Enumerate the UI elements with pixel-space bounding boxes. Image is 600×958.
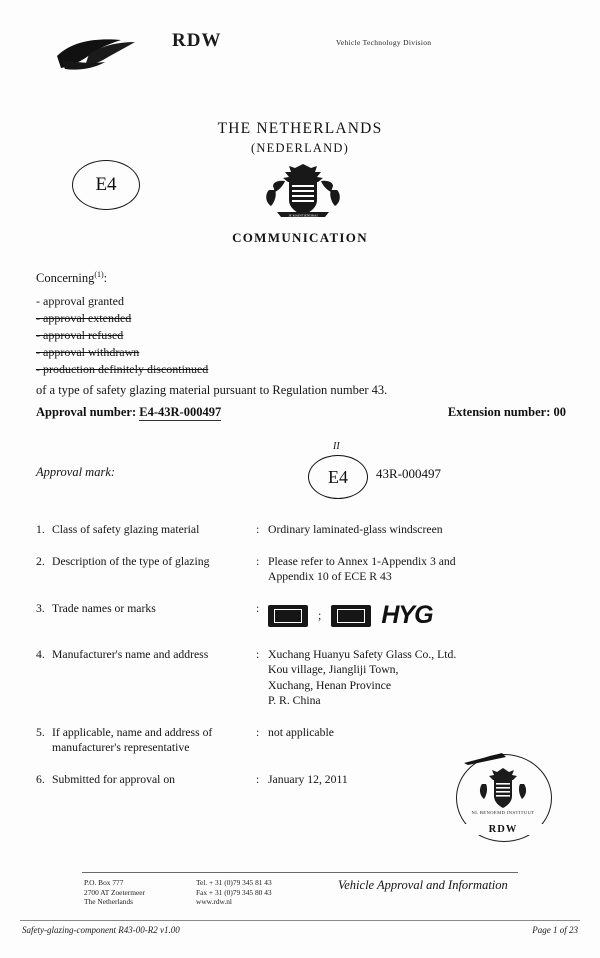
footer-contact (196, 878, 356, 907)
trade-mark-graphics (268, 601, 570, 631)
approval-mark-number: 43R-000497 (376, 466, 441, 481)
row-value-line: Xuchang Huanyu Safety Glass Co., Ltd. (268, 647, 457, 661)
row-label: Submitted for approval on (52, 772, 176, 786)
detail-row-2 (0, 554, 600, 585)
row-value-line: Kou village, Jiangliji Town, (268, 663, 399, 676)
row-colon: : (256, 554, 260, 568)
row-label: Trade names or marks (52, 601, 156, 615)
option-approval-extended: - approval extended (36, 311, 132, 325)
row-value-trade-marks (268, 601, 600, 631)
footer-tagline: Vehicle Approval and Information (338, 878, 508, 892)
svg-text:JE MAINTIENDRAI: JE MAINTIENDRAI (288, 213, 318, 218)
row-number: 2. (36, 554, 45, 568)
row-label: Manufacturer's name and address (52, 647, 209, 661)
country-title: THE NETHERLANDS (217, 120, 383, 137)
concerning-label: Concerning$^{(1)}$: (36, 270, 108, 286)
stamp-slash-icon (462, 752, 508, 766)
option-approval-withdrawn: - approval withdrawn (36, 345, 140, 359)
row-value-line: Ordinary laminated-glass windscreen (268, 523, 443, 536)
approval-number-value: E4-43R-000497 (139, 405, 222, 419)
row-number: 4. (36, 647, 45, 661)
trade-mark-hyg-wordmark: HYG (381, 600, 433, 629)
row-colon: : (256, 523, 260, 536)
row-number: 1. (36, 523, 45, 536)
option-approval-refused: - approval refused (36, 328, 124, 342)
option-production-discontinued: - production definitely discontinued (36, 362, 209, 376)
row-label: Class of safety glazing material (52, 523, 200, 536)
footer-address (84, 878, 196, 907)
footer-address-line: The Netherlands (84, 897, 134, 907)
row-colon: : (256, 725, 260, 739)
stamp-arms-icon (474, 766, 532, 814)
row-value-line: Appendix 10 of ECE R 43 (268, 570, 392, 583)
option-approval-granted: - approval granted (36, 294, 124, 308)
row-number: 6. (36, 772, 45, 786)
stamp-rdw-text: RDW (456, 824, 550, 835)
rdw-bird-logo-icon (55, 38, 145, 72)
row-number: 3. (36, 601, 45, 615)
footer-contact-line: Tel. + 31 (0)79 345 81 43 (196, 878, 272, 887)
footer-website[interactable]: www.rdw.nl (196, 897, 232, 907)
document-header (0, 0, 600, 80)
division-label: Vehicle Technology Division (336, 38, 432, 47)
approval-mark-roman: II (333, 441, 340, 452)
pursuant-text: of a type of safety glazing material pursuant to Regulation number 43. (36, 383, 388, 397)
netherlands-coat-of-arms-icon (255, 160, 351, 222)
row-label-line: If applicable, name and address of (52, 725, 213, 739)
approval-mark-circle: E4 (308, 455, 368, 499)
trade-mark-separator: ; (318, 607, 322, 622)
row-colon: : (256, 601, 260, 615)
country-title-native: (NEDERLAND) (251, 141, 349, 155)
stamp-inner-text: NL BENOEMD INSTITUUT (471, 810, 535, 815)
footer-contact-line: Fax + 31 (0)79 345 80 43 (196, 887, 272, 897)
extension-number (448, 405, 566, 420)
row-label (52, 725, 256, 756)
row-label-line: manufacturer's representative (52, 741, 190, 754)
concerning-options (36, 293, 208, 378)
e-mark-circle: E4 (72, 160, 140, 210)
rdw-approval-stamp (456, 748, 552, 848)
detail-row-4 (0, 647, 600, 709)
row-value (268, 647, 600, 709)
approval-number-label: Approval number: (36, 405, 137, 419)
detail-row-3 (0, 601, 600, 631)
approval-number (36, 405, 221, 420)
footer-address-line: P.O. Box 777 (84, 878, 124, 887)
trade-mark-logo-1-icon (268, 605, 308, 627)
row-value (268, 554, 600, 585)
row-value-line: Please refer to Annex 1-Appendix 3 and (268, 554, 456, 568)
row-value-line: P. R. China (268, 694, 321, 707)
bottom-divider (20, 920, 580, 921)
row-label: Description of the type of glazing (52, 554, 210, 568)
detail-row-1 (0, 522, 600, 538)
concerning-text: Concerning (36, 271, 95, 286)
document-reference: Safety-glazing-component R43-00-R2 v1.00 (22, 925, 180, 935)
extension-number-label: Extension number: (447, 405, 551, 419)
row-value (268, 522, 600, 538)
footer-divider (82, 872, 518, 873)
extension-number-value: 00 (553, 405, 566, 419)
approval-mark-label: Approval mark: (36, 465, 116, 479)
communication-title: COMMUNICATION (232, 230, 368, 245)
concerning-footnote: (1) (94, 270, 104, 279)
footer-address-line: 2700 AT Zoetermeer (84, 887, 146, 897)
row-colon: : (256, 772, 260, 786)
trade-mark-logo-2-icon (331, 605, 371, 627)
row-value-line: not applicable (268, 725, 334, 739)
page-number: Page 1 of 23 (532, 925, 578, 935)
row-value-line: Xuchang, Henan Province (268, 678, 392, 692)
row-colon: : (256, 647, 260, 661)
row-value-line: January 12, 2011 (268, 772, 348, 786)
brand-name: RDW (172, 30, 222, 51)
row-number: 5. (36, 725, 45, 739)
